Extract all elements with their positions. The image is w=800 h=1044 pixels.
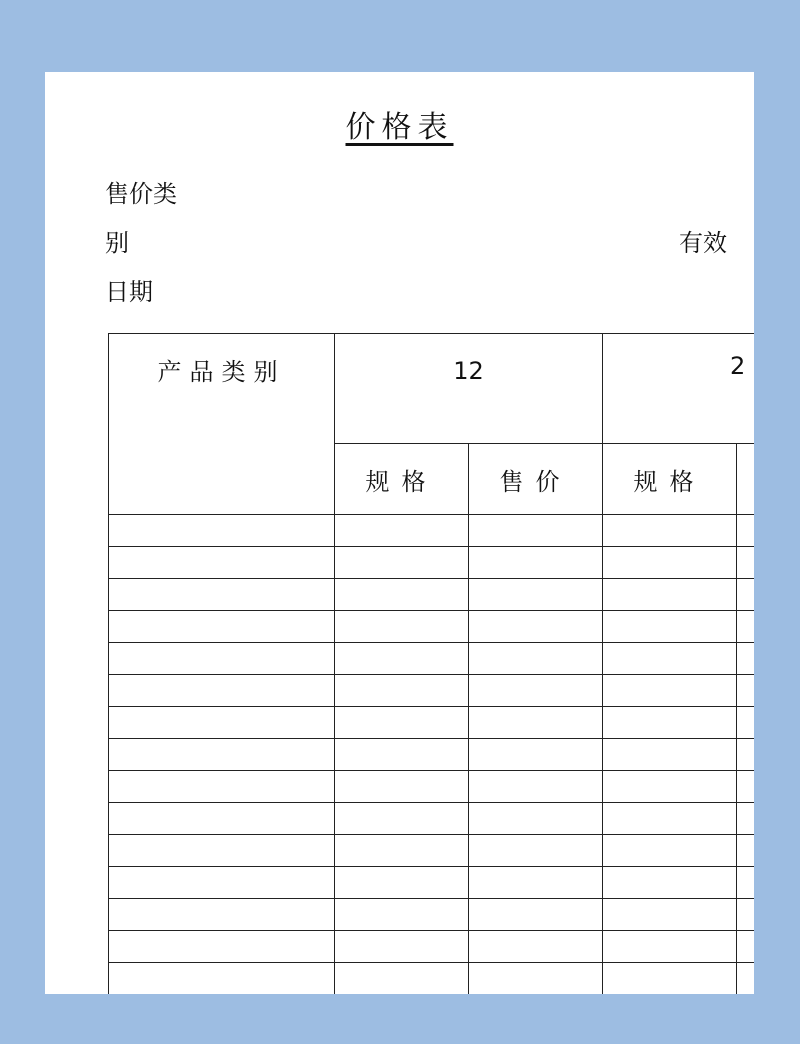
table-cell[interactable] [469, 547, 603, 579]
date-label: 日期 [105, 278, 153, 306]
table-cell[interactable] [603, 547, 737, 579]
table-row [109, 739, 755, 771]
spec-header: 规格 [603, 444, 737, 515]
table-cell[interactable] [335, 931, 469, 963]
table-cell[interactable] [469, 611, 603, 643]
price-header: 售价 [469, 444, 603, 515]
table-row [109, 579, 755, 611]
table-cell[interactable] [603, 515, 737, 547]
price-header [737, 444, 755, 515]
table-row [109, 963, 755, 995]
table-cell[interactable] [335, 515, 469, 547]
table-cell[interactable] [737, 963, 755, 995]
table-row [109, 835, 755, 867]
table-cell[interactable] [335, 963, 469, 995]
table-cell[interactable] [737, 675, 755, 707]
spec-header: 规格 [335, 444, 469, 515]
table-cell[interactable] [737, 579, 755, 611]
table-cell[interactable] [335, 611, 469, 643]
table-row [109, 803, 755, 835]
table-cell[interactable] [335, 835, 469, 867]
table-cell[interactable] [335, 739, 469, 771]
table-row [109, 515, 755, 547]
table-cell[interactable] [469, 867, 603, 899]
table-cell[interactable] [469, 963, 603, 995]
table-cell[interactable] [335, 803, 469, 835]
table-cell[interactable] [469, 771, 603, 803]
table-cell[interactable] [603, 803, 737, 835]
table-cell[interactable] [335, 547, 469, 579]
table-cell[interactable] [603, 771, 737, 803]
table-cell[interactable] [603, 643, 737, 675]
table-cell[interactable] [109, 867, 335, 899]
table-cell[interactable] [603, 963, 737, 995]
table-cell[interactable] [469, 643, 603, 675]
table-cell[interactable] [469, 835, 603, 867]
table-row [109, 707, 755, 739]
document-title: 价格表 [345, 110, 454, 145]
table-cell[interactable] [603, 931, 737, 963]
table-cell[interactable] [469, 675, 603, 707]
table-cell[interactable] [737, 803, 755, 835]
table-cell[interactable] [109, 739, 335, 771]
table-cell[interactable] [603, 867, 737, 899]
table-cell[interactable] [109, 611, 335, 643]
table-cell[interactable] [109, 707, 335, 739]
table-cell[interactable] [109, 643, 335, 675]
table-cell[interactable] [335, 707, 469, 739]
table-row [109, 771, 755, 803]
table-cell[interactable] [737, 771, 755, 803]
table-cell[interactable] [109, 547, 335, 579]
table-row [109, 675, 755, 707]
table-cell[interactable] [109, 931, 335, 963]
table-cell[interactable] [335, 675, 469, 707]
table-cell[interactable] [109, 515, 335, 547]
table-row [109, 611, 755, 643]
table-cell[interactable] [603, 675, 737, 707]
table-cell[interactable] [109, 835, 335, 867]
table-cell[interactable] [737, 899, 755, 931]
table-row [109, 899, 755, 931]
table-cell[interactable] [469, 803, 603, 835]
sale-category-label: 售价类 [105, 180, 177, 208]
table-cell[interactable] [469, 579, 603, 611]
table-cell[interactable] [603, 707, 737, 739]
product-category-header: 产品类别 [109, 334, 335, 515]
sale-category-label-cont: 别 [105, 229, 129, 257]
table-cell[interactable] [335, 579, 469, 611]
valid-label: 有效 [679, 229, 727, 257]
table-cell[interactable] [737, 739, 755, 771]
table-cell[interactable] [469, 931, 603, 963]
table-cell[interactable] [109, 963, 335, 995]
table-cell[interactable] [335, 771, 469, 803]
table-cell[interactable] [109, 579, 335, 611]
table-cell[interactable] [603, 611, 737, 643]
table-cell[interactable] [469, 707, 603, 739]
table-cell[interactable] [737, 611, 755, 643]
table-row [109, 867, 755, 899]
table-row [109, 547, 755, 579]
table-row [109, 931, 755, 963]
table-cell[interactable] [335, 899, 469, 931]
table-cell[interactable] [737, 867, 755, 899]
table-cell[interactable] [109, 771, 335, 803]
table-cell[interactable] [737, 835, 755, 867]
table-cell[interactable] [469, 515, 603, 547]
table-cell[interactable] [603, 579, 737, 611]
price-list-sheet [45, 72, 754, 994]
table-cell[interactable] [603, 835, 737, 867]
group-2-header: 2 [603, 334, 755, 444]
table-cell[interactable] [469, 739, 603, 771]
table-cell[interactable] [109, 803, 335, 835]
table-cell[interactable] [469, 899, 603, 931]
table-cell[interactable] [109, 675, 335, 707]
table-cell[interactable] [603, 899, 737, 931]
table-cell[interactable] [737, 931, 755, 963]
table-cell[interactable] [603, 739, 737, 771]
group-1-header: 12 [335, 334, 603, 444]
table-cell[interactable] [109, 899, 335, 931]
table-cell[interactable] [737, 707, 755, 739]
table-cell[interactable] [737, 547, 755, 579]
table-cell[interactable] [737, 643, 755, 675]
table-row [109, 643, 755, 675]
price-table [108, 333, 754, 994]
table-cell[interactable] [737, 515, 755, 547]
table-cell[interactable] [335, 643, 469, 675]
table-cell[interactable] [335, 867, 469, 899]
